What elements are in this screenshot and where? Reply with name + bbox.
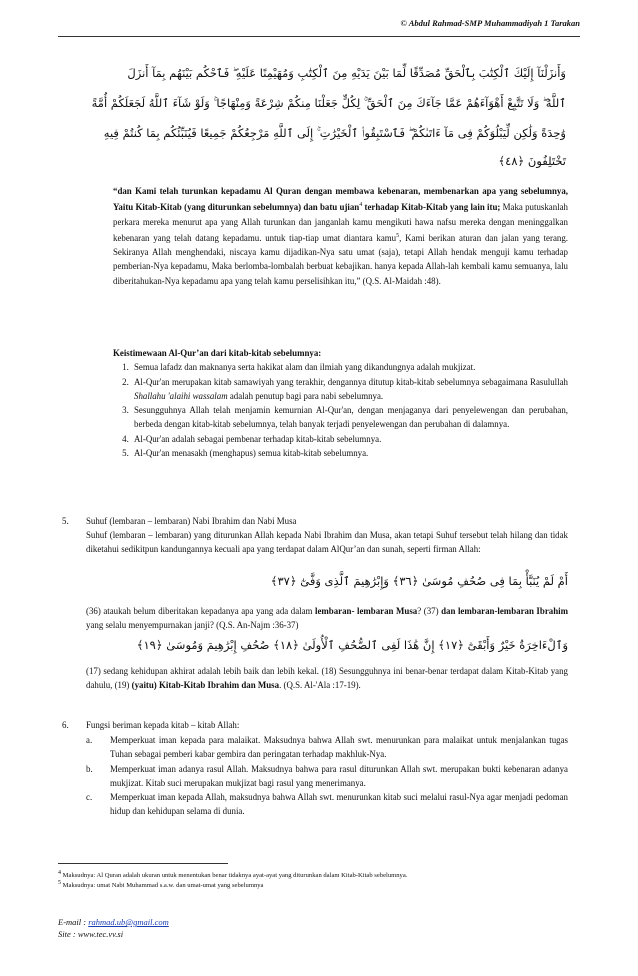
footnote-rule: [58, 863, 228, 864]
list-item: a. Memperkuat iman kepada para malaikat. Maksudnya bahwa Allah swt. menurunkan para malaikat untuk menjalankan tugas Tuhan sebagai pemberi kabar gembira dan peringatan terhadap makhluk-Nya.: [86, 735, 568, 760]
footnote-5: 5 Maksudnya: umat Nabi Muhammad s.a.w. dan umat-umat yang sebelumnya: [58, 880, 264, 890]
arabic-ala-verse: وَٱلْءَاخِرَةُ خَيْرٌ وَأَبْقَىٰٓ ﴿١٧﴾ إِنَّ هَٰذَا لَفِى ٱلصُّحُفِ ٱلْأُولَىٰ ﴿١٨﴾ صُحُفِ إِبْرَٰهِيمَ وَمُوسَىٰ ﴿١٩﴾: [136, 638, 568, 652]
section-5-paragraph: Suhuf (lembaran – lembaran) yang diturunkan Allah kepada Nabi Ibrahim dan Musa, akan tetapi Suhuf tersebut telah hilang dan tidak diketahui sedikitpun kandungannya kecuali apa yang terdapat dalam AlQur’an dan sunah, seperti firman Allah:: [86, 530, 568, 555]
footnote-ref-4: 4: [359, 202, 363, 209]
arabic-verse-line-2: ٱللَّهُ ۖ وَلَا تَتَّبِعْ أَهْوَآءَهُمْ عَمَّا جَآءَكَ مِنَ ٱلْحَقِّ ۚ لِكُلٍّ جَعَلْنَا مِنكُمْ شِرْعَةً وَمِنْهَاجًا ۚ وَلَوْ شَآءَ ٱللَّهُ لَجَعَلَكُمْ أُمَّةً: [91, 96, 566, 110]
section-5-title: Suhuf (lembaran – lembaran) Nabi Ibrahim dan Nabi Musa: [86, 516, 297, 526]
keistimewaan-title: Keistimewaan Al-Qur’an dari kitab-kitab sebelumnya:: [113, 348, 322, 358]
keistimewaan-section: [113, 346, 568, 460]
arabic-verse-line-3: وَٰحِدَةً وَلَٰكِن لِّيَبْلُوَكُمْ فِى مَآ ءَاتَىٰكُمْ ۖ فَٱسْتَبِقُوا۟ ٱلْخَيْرَٰتِ ۚ إِلَى ٱللَّهِ مَرْجِعُكُمْ جَمِيعًا فَيُنَبِّئُكُم بِمَا كُنتُمْ فِيهِ: [103, 126, 566, 140]
list-item: c. Memperkuat iman kepada Allah, maksudnya bahwa Allah swt. menurunkan kitab suci melalui rasul-Nya agar menjadi pedoman hidup dan kehidupan selama di dunia.: [86, 792, 568, 817]
translation-bold: “dan Kami telah turunkan kepadamu Al Quran dengan membawa kebenaran, membenarkan apa yang sebelumnya, Yaitu Kitab-Kitab (yang diturunkan sebelumnya) dan batu ujian: [113, 186, 568, 213]
verse-translation: [113, 184, 568, 288]
page-header: © Abdul Rahmad-SMP Muhammadiyah 1 Tarakan: [400, 18, 580, 28]
site-text: www.tec.vv.si: [77, 929, 124, 939]
najm-translation: (36) ataukah belum diberitakan kepadanya apa yang ada dalam lembaran- lembaran Musa? (37) dan lembaran-lembaran Ibrahim yang selalu menyempurnakan janji? (Q.S. An-Najm :36-37): [86, 606, 568, 631]
footer-email: E-mail : rahmad.ub@gmail.com: [58, 917, 169, 927]
translation-bold-2: terhadap Kitab-Kitab yang lain itu;: [362, 202, 501, 213]
list-item: 5. Al-Qur'an menasakh (menghapus) semua kitab-kitab sebelumnya.: [131, 446, 568, 460]
arabic-najm-verse: أَمْ لَمْ يُنَبَّأْ بِمَا فِى صُحُفِ مُوسَىٰ ﴿٣٦﴾ وَإِبْرَٰهِيمَ ٱلَّذِى وَفَّىٰٓ ﴿٣٧﴾: [270, 574, 568, 588]
header-rule: [58, 36, 580, 37]
section-6-title: Fungsi beriman kepada kitab – kitab Allah:: [86, 720, 240, 730]
translation-text-1: Maka putuskanlah perkara mereka menurut apa yang Allah turunkan dan janganlah kamu mengikuti hawa nafsu mereka dengan meninggalkan kebenaran yang telah datang kepadamu. untuk tiap-tiap umat diantara kamu: [113, 202, 568, 243]
section-6-list: [86, 733, 568, 819]
footnote-ref-5: 5: [396, 232, 400, 239]
section-5-number: 5.: [62, 516, 69, 526]
footnote-4: 4 Maksudnya: Al Quran adalah ukuran untuk menentukan benar tidaknya ayat-ayat yang diturunkan dalam Kitab-Kitab sebelumnya.: [58, 870, 408, 880]
arabic-verse-line-4: تَخْتَلِفُونَ ﴿٤٨﴾: [498, 154, 566, 168]
footer-site: Site : www.tec.vv.si: [58, 929, 124, 939]
keistimewaan-list: [113, 360, 568, 460]
list-item: 4. Al-Qur'an adalah sebagai pembenar terhadap kitab-kitab sebelumnya.: [131, 432, 568, 446]
list-item: 3. Sesungguhnya Allah telah menjamin kemurnian Al-Qur'an, dengan menjaganya dari penyelewengan dan perubahan, berbeda dengan kitab-kitab sebelumnya, telah banyak terjadi penyelewengan dan perubahan di dalamnya.: [131, 403, 568, 432]
section-6-number: 6.: [62, 720, 69, 730]
ala-translation: (17) sedang kehidupan akhirat adalah lebih baik dan lebih kekal. (18) Sesungguhnya ini benar-benar terdapat dalam Kitab-Kitab yang dahulu, (19) (yaitu) Kitab-Kitab Ibrahim dan Musa. (Q.S. Al-'Ala :17-19).: [86, 666, 568, 691]
email-link[interactable]: rahmad.ub@gmail.com: [88, 917, 169, 927]
list-item: 1. Semua lafadz dan maknanya serta hakikat alam dan ilmiah yang dikandungnya adalah mukjizat.: [131, 360, 568, 374]
arabic-verse-line-1: وَأَنزَلْنَآ إِلَيْكَ ٱلْكِتَٰبَ بِٱلْحَقِّ مُصَدِّقًا لِّمَا بَيْنَ يَدَيْهِ مِنَ ٱلْكِتَٰبِ وَمُهَيْمِنًا عَلَيْهِ ۖ فَٱحْكُم بَيْنَهُم بِمَآ أَنزَلَ: [127, 66, 566, 80]
section-5-heading: [62, 514, 568, 528]
translation-text-2: , Kami berikan aturan dan jalan yang terang. Sekiranya Allah menghendaki, niscaya kamu dijadikan-Nya satu umat (saja), tetapi Allah hendak menguji kamu terhadap pemberian-Nya kepadamu, Maka berlomba-lombalah berbuat kebajikan. hanya kepada Allah-lah kembali kamu semuanya, lalu diberitahukan-Nya kepadamu apa yang telah kamu perselisihkan itu,” (Q.S. Al-Maidah :48).: [113, 232, 568, 286]
list-item: b. Memperkuat iman adanya rasul Allah. Maksudnya bahwa para rasul diturunkan Allah swt. merupakan bukti kebenaran adanya mukjizat. Kitab suci merupakan mukjizat bagi rasul yang menerimanya.: [86, 763, 568, 788]
section-6-heading: [62, 718, 568, 732]
list-item: 2. Al-Qur'an merupakan kitab samawiyah yang terakhir, dengannya ditutup kitab-kitab sebelumnya sebagaimana Rasulullah Shallahu 'alaihi wassalam adalah penutup bagi para nabi sebelumnya.: [131, 375, 568, 404]
